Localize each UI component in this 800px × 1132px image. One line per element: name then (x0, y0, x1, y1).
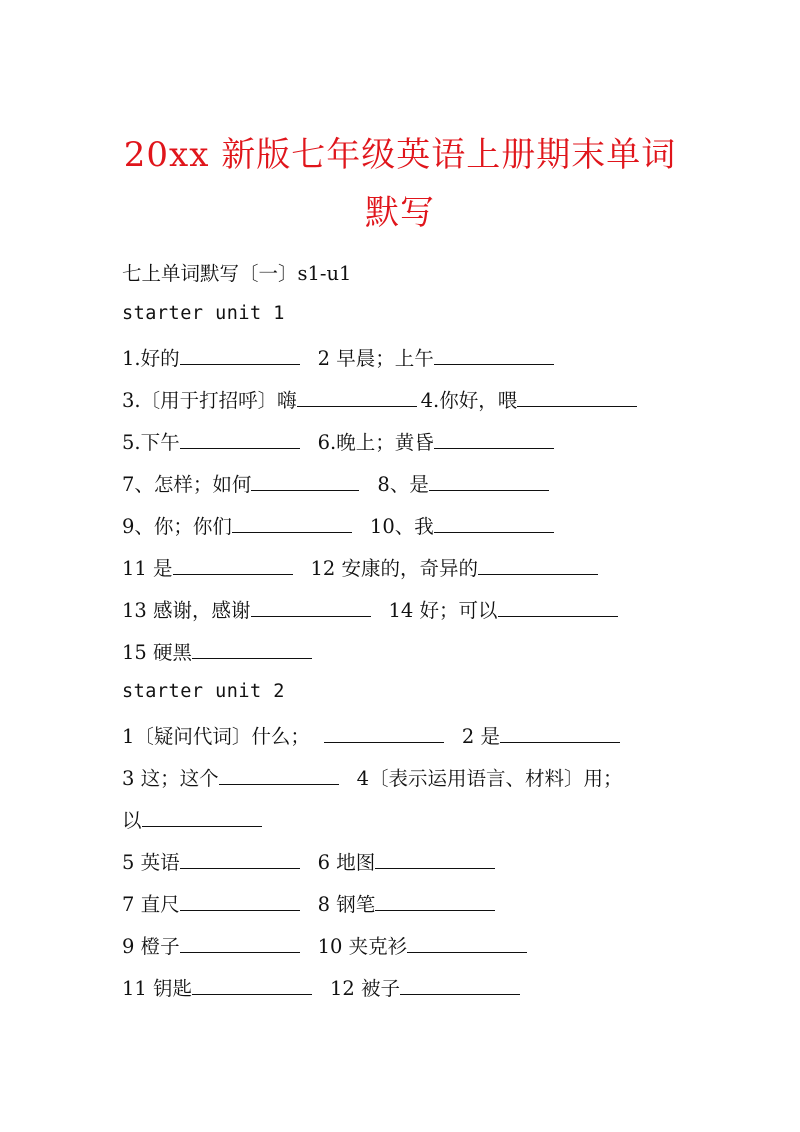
section-heading-text: 七上单词默写〔一〕s1-u1 (122, 262, 352, 285)
unit1-item-10: 10、我 (369, 515, 434, 538)
answer-blank[interactable] (219, 767, 339, 785)
answer-blank[interactable] (180, 893, 300, 911)
answer-blank[interactable] (434, 347, 554, 365)
answer-blank[interactable] (251, 473, 359, 491)
answer-blank[interactable] (478, 557, 598, 575)
unit1-row-2 (122, 389, 641, 411)
answer-blank[interactable] (400, 977, 520, 995)
unit2-item-8: 8 钢笔 (317, 893, 376, 916)
unit2-row-6 (122, 935, 531, 957)
unit1-item-4: 4.你好，喂 (420, 389, 518, 412)
answer-blank[interactable] (324, 725, 444, 743)
answer-blank[interactable] (173, 557, 293, 575)
unit1-item-15: 15 硬黑 (122, 641, 193, 664)
answer-blank[interactable] (434, 515, 554, 533)
unit2-row-4 (122, 851, 499, 873)
unit1-row-7 (122, 599, 622, 621)
unit1-item-8: 8、是 (377, 473, 429, 496)
unit2-row-2 (122, 767, 623, 789)
answer-blank[interactable] (297, 389, 417, 407)
answer-blank[interactable] (180, 347, 300, 365)
unit1-row-8 (122, 641, 316, 663)
unit2-item-10: 10 夹克衫 (317, 935, 408, 958)
unit2-item-4-cont: 以 (122, 809, 142, 832)
unit2-row-5 (122, 893, 499, 915)
unit2-item-4: 4〔表示运用语言、材料〕用； (356, 767, 623, 790)
answer-blank[interactable] (517, 389, 637, 407)
answer-blank[interactable] (180, 851, 300, 869)
answer-blank[interactable] (407, 935, 527, 953)
answer-blank[interactable] (180, 431, 300, 449)
document-title-line-1: 20xx 新版七年级英语上册期末单词 (123, 135, 677, 175)
unit1-item-5: 5.下午 (122, 431, 180, 454)
unit1-item-11: 11 是 (122, 557, 173, 580)
unit2-row-1 (122, 725, 624, 747)
unit1-item-6: 6.晚上；黄昏 (317, 431, 434, 454)
unit2-item-7: 7 直尺 (122, 893, 180, 916)
unit1-item-7: 7、怎样；如何 (122, 473, 252, 496)
unit1-row-3 (122, 431, 558, 453)
unit1-row-1 (122, 347, 558, 369)
answer-blank[interactable] (498, 599, 618, 617)
answer-blank[interactable] (375, 893, 495, 911)
unit1-item-14: 14 好；可以 (388, 599, 498, 622)
unit1-item-12: 12 安康的，奇异的 (310, 557, 479, 580)
answer-blank[interactable] (375, 851, 495, 869)
unit1-item-13: 13 感谢，感谢 (122, 599, 251, 622)
unit2-row-3 (122, 809, 266, 831)
unit2-item-11: 11 钥匙 (122, 977, 193, 1000)
unit1-row-6 (122, 557, 602, 579)
answer-blank[interactable] (500, 725, 620, 743)
unit2-item-6: 6 地图 (317, 851, 376, 874)
answer-blank[interactable] (251, 599, 371, 617)
section-heading (122, 264, 351, 284)
answer-blank[interactable] (429, 473, 549, 491)
unit2-item-12: 12 被子 (330, 977, 401, 1000)
document-title-line-2: 默写 (365, 193, 435, 233)
answer-blank[interactable] (180, 935, 300, 953)
unit2-heading: starter unit 2 (122, 681, 285, 702)
unit2-item-5: 5 英语 (122, 851, 180, 874)
unit1-heading: starter unit 1 (122, 303, 285, 324)
unit2-item-1: 1〔疑问代词〕什么； (122, 725, 310, 748)
answer-blank[interactable] (192, 977, 312, 995)
unit2-item-3: 3 这；这个 (122, 767, 219, 790)
unit1-item-1: 1.好的 (122, 347, 180, 370)
answer-blank[interactable] (142, 809, 262, 827)
answer-blank[interactable] (192, 641, 312, 659)
unit2-item-9: 9 橙子 (122, 935, 180, 958)
unit1-item-3: 3.〔用于打招呼〕嗨 (122, 389, 297, 412)
unit1-row-5 (122, 515, 558, 537)
unit2-item-2: 2 是 (461, 725, 501, 748)
answer-blank[interactable] (232, 515, 352, 533)
unit1-item-9: 9、你；你们 (122, 515, 232, 538)
answer-blank[interactable] (434, 431, 554, 449)
unit2-row-7 (122, 977, 524, 999)
unit1-row-4 (122, 473, 553, 495)
unit1-item-2: 2 早晨；上午 (317, 347, 434, 370)
